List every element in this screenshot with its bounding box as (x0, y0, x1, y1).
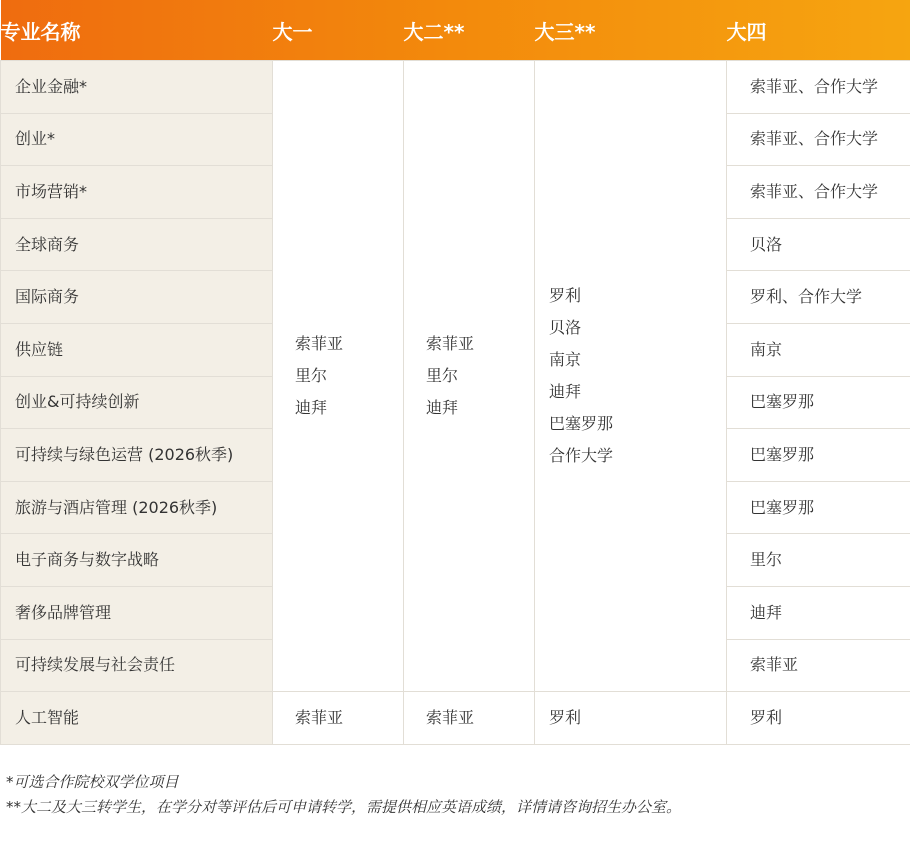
campus-label: 迪拜 (549, 382, 582, 402)
major-name: 全球商务 (1, 218, 273, 271)
campus-label: 迪拜 (295, 398, 328, 418)
major-name: 创业&可持续创新 (1, 376, 273, 429)
footnote-transfer: **大二及大三转学生，在学分对等评估后可申请转学，需提供相应英语成绩，详情请咨询招生办公室。 (6, 798, 682, 816)
campus-label: 巴塞罗那 (549, 414, 614, 434)
footnote-dual-degree: *可选合作院校双学位项目 (6, 773, 179, 791)
year4-campus: 罗利 (727, 692, 910, 745)
year2-campus: 索菲亚 (404, 692, 535, 745)
year4-campus: 索菲亚、合作大学 (727, 113, 910, 166)
major-name: 电子商务与数字战略 (1, 534, 273, 587)
header-year1: 大一 (272, 19, 313, 44)
year4-campus: 索菲亚、合作大学 (727, 61, 910, 114)
year4-campus: 索菲亚 (727, 639, 910, 692)
major-name: 企业金融* (1, 61, 273, 114)
year4-campus: 巴塞罗那 (727, 376, 910, 429)
year4-campus: 索菲亚、合作大学 (727, 166, 910, 219)
major-name: 供应链 (1, 323, 273, 376)
major-name: 奢侈品牌管理 (1, 586, 273, 639)
year3-campuses (535, 61, 727, 692)
major-name: 可持续与绿色运营 (2026秋季) (1, 429, 273, 482)
major-name: 旅游与酒店管理 (2026秋季) (1, 481, 273, 534)
major-name: 创业* (1, 113, 273, 166)
header-major: 专业名称 (0, 19, 81, 44)
year1-campus: 索菲亚 (273, 692, 404, 745)
campus-label: 贝洛 (549, 318, 582, 338)
header-year3: 大三** (534, 19, 596, 44)
header-year4: 大四 (726, 19, 767, 44)
major-name: 市场营销* (1, 166, 273, 219)
year4-campus: 里尔 (727, 534, 910, 587)
year4-campus: 巴塞罗那 (727, 429, 910, 482)
year4-campus: 贝洛 (727, 218, 910, 271)
footnotes (6, 770, 681, 820)
campus-label: 合作大学 (549, 446, 614, 466)
campus-label: 索菲亚 (426, 334, 475, 354)
year2-campuses (404, 61, 535, 692)
table-row (1, 61, 910, 114)
year4-campus: 迪拜 (727, 586, 910, 639)
year4-campus: 罗利、合作大学 (727, 271, 910, 324)
major-name: 人工智能 (1, 692, 273, 745)
table-row (1, 692, 910, 745)
table-header-row (1, 0, 910, 61)
year3-campus: 罗利 (535, 692, 727, 745)
major-name: 国际商务 (1, 271, 273, 324)
year4-campus: 巴塞罗那 (727, 481, 910, 534)
header-year2: 大二** (403, 19, 465, 44)
year4-campus: 南京 (727, 323, 910, 376)
campus-label: 里尔 (295, 366, 328, 386)
campus-label: 迪拜 (426, 398, 459, 418)
campus-label: 罗利 (549, 286, 582, 306)
campus-label: 南京 (549, 350, 582, 370)
year1-campuses (273, 61, 404, 692)
campus-label: 里尔 (426, 366, 459, 386)
major-name: 可持续发展与社会责任 (1, 639, 273, 692)
campus-label: 索菲亚 (295, 334, 344, 354)
